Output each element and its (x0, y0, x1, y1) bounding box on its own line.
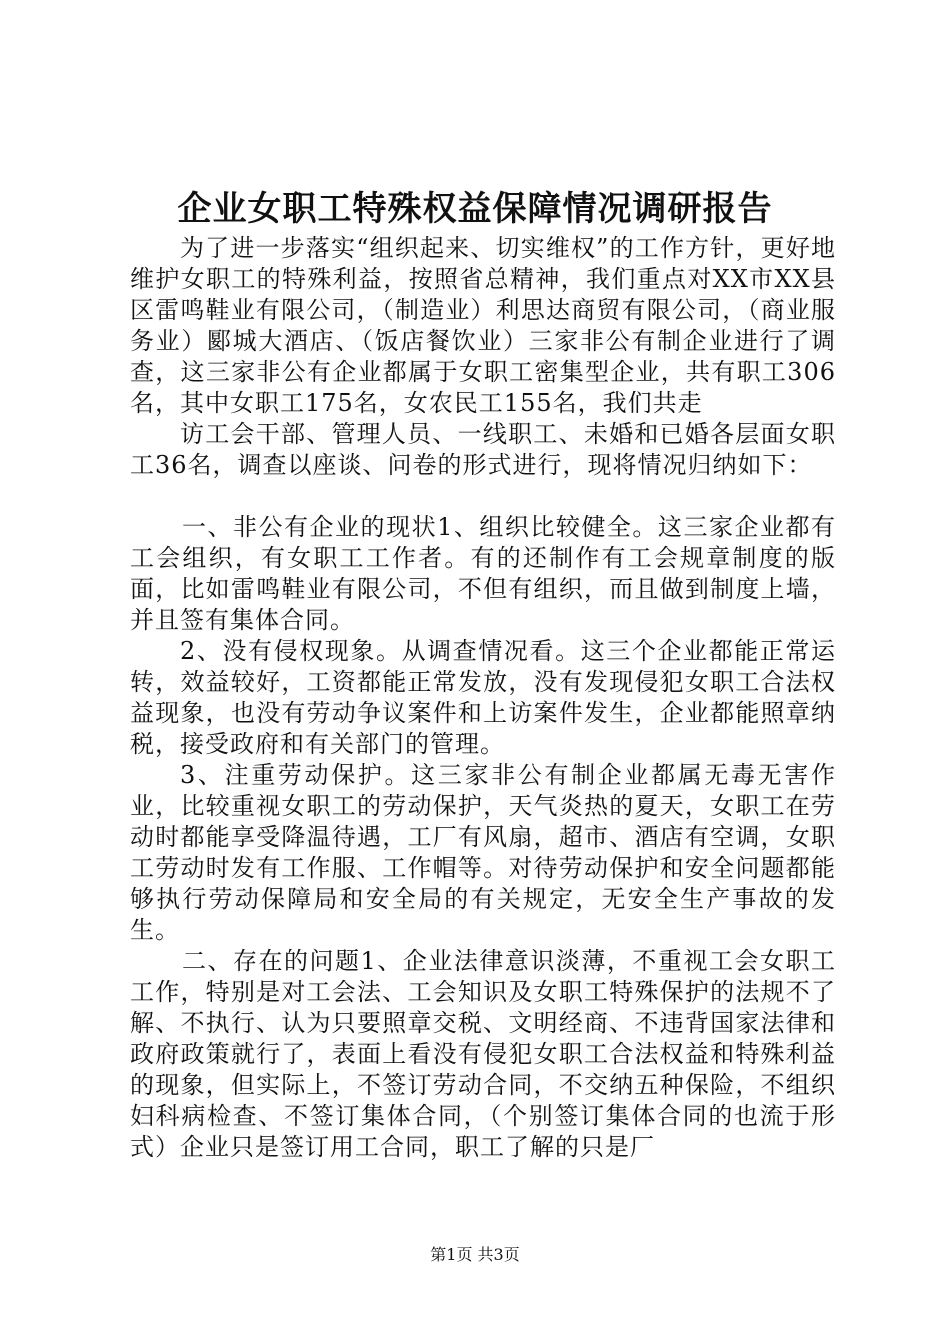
paragraph-gap (130, 481, 836, 512)
paragraph-section-one: 一、非公有企业的现状1、组织比较健全。这三家企业都有工会组织，有女职工工作者。有的还制作有工会规章制度的版面，比如雷鸣鞋业有限公司，不但有组织，而且做到制度上墙，并且签有集体合同。 (130, 513, 836, 634)
paragraph-intro: 为了进一步落实“组织起来、切实维权”的工作方针，更好地维护女职工的特殊利益，按照省总精神，我们重点对XX市XX县区雷鸣鞋业有限公司，（制造业）利思达商贸有限公司，（商业服务业）郾城大酒店、（饭店餐饮业）三家非公有制企业进行了调查，这三家非公有企业都属于女职工密集型企业，共有职工306名，其中女职工175名，女农民工155名，我们共走 (130, 234, 836, 417)
paragraph-point-two: 2、没有侵权现象。从调查情况看。这三个企业都能正常运转，效益较好，工资都能正常发放，没有发现侵犯女职工合法权益现象，也没有劳动争议案件和上访案件发生，企业都能照章纳税，接受政府和有关部门的管理。 (130, 637, 836, 758)
paragraph-intro-continued: 访工会干部、管理人员、一线职工、未婚和已婚各层面女职工36名，调查以座谈、问卷的形式进行，现将情况归纳如下： (130, 420, 836, 479)
document-body (130, 233, 836, 1163)
document-title: 企业女职工特殊权益保障情况调研报告 (177, 189, 773, 229)
paragraph-point-three: 3、注重劳动保护。这三家非公有制企业都属无毒无害作业，比较重视女职工的劳动保护，天气炎热的夏天，女职工在劳动时都能享受降温待遇，工厂有风扇，超市、酒店有空调，女职工劳动时发有工作服、工作帽等。对待劳动保护和安全问题都能够执行劳动保障局和安全局的有关规定，无安全生产事故的发生。 (130, 761, 836, 944)
page-footer: 第1页 共3页 (430, 1245, 520, 1264)
paragraph-section-two: 二、存在的问题1、企业法律意识淡薄，不重视工会女职工工作，特别是对工会法、工会知识及女职工特殊保护的法规不了解、不执行、认为只要照章交税、文明经商、不违背国家法律和政府政策就行了，表面上看没有侵犯女职工合法权益和特殊利益的现象，但实际上，不签订劳动合同，不交纳五种保险，不组织妇科病检查、不签订集体合同，（个别签订集体合同的也流于形式）企业只是签订用工合同，职工了解的只是厂 (130, 947, 836, 1161)
